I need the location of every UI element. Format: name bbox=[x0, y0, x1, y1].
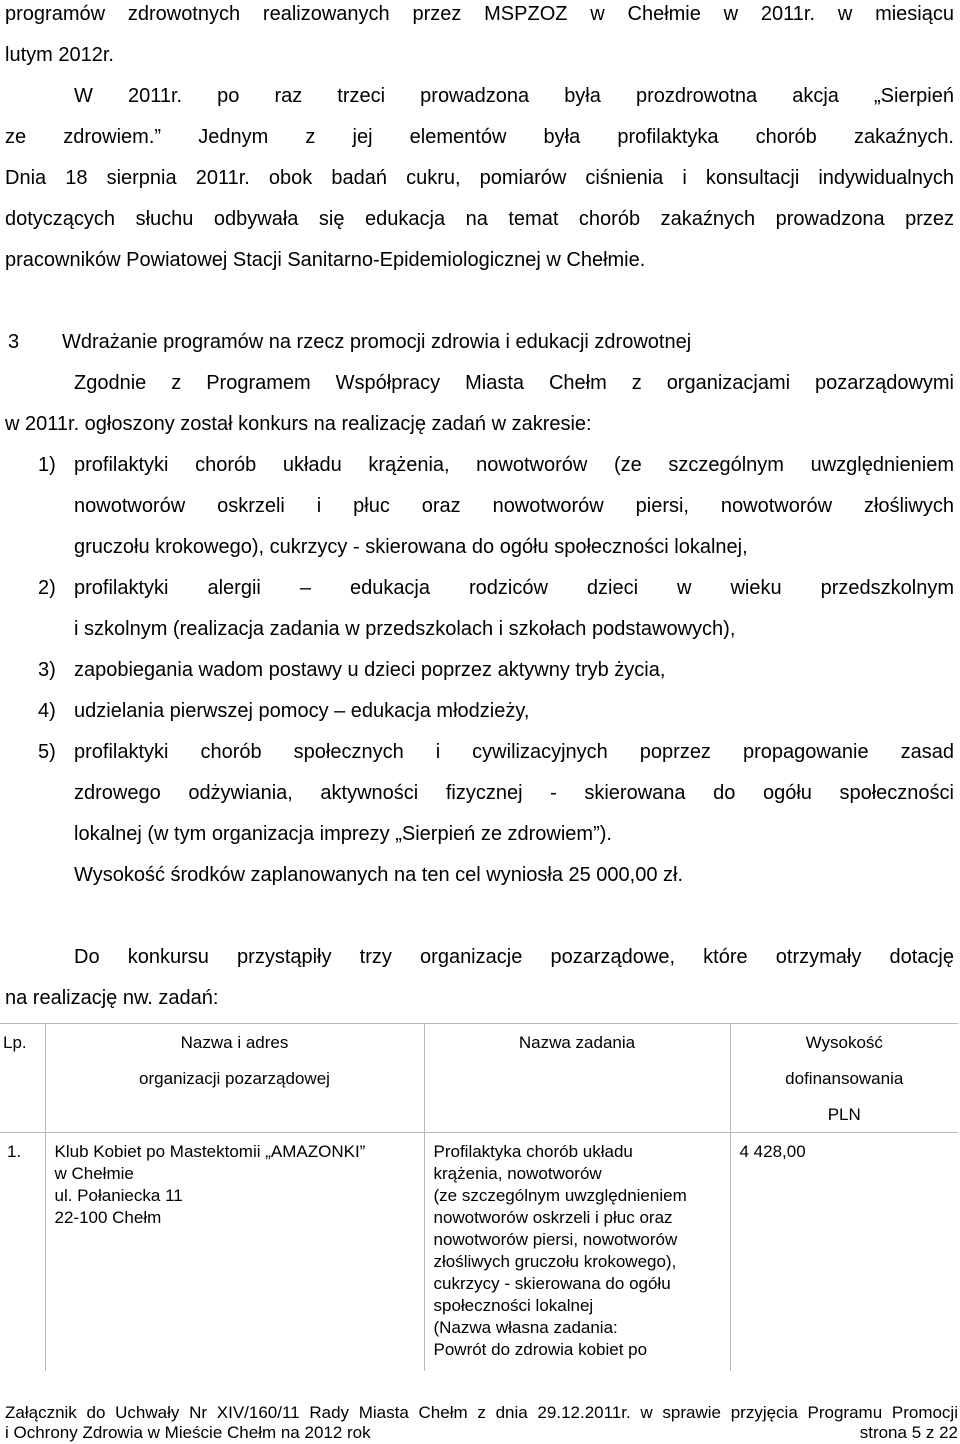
list-item-line: zapobiegania wadom postawy u dzieci poprzez aktywny tryb życia, bbox=[74, 659, 666, 681]
footer-line: Załącznik do Uchwały Nr XIV/160/11 Rady Miasta Chełm z dnia 29.12.2011r. w sprawie przyjęcia Programu Promocji bbox=[5, 1403, 958, 1422]
list-item-line: udzielania pierwszej pomocy – edukacja młodzieży, bbox=[74, 700, 530, 722]
cell-amount: 4 428,00 bbox=[730, 1133, 958, 1372]
paragraph-line: programów zdrowotnych realizowanych przez MSPZOZ w Chełmie w 2011r. w miesiącu bbox=[5, 3, 954, 25]
paragraph-line: lutym 2012r. bbox=[5, 44, 114, 66]
paragraph-line: Dnia 18 sierpnia 2011r. obok badań cukru, pomiarów ciśnienia i konsultacji indywidualnych bbox=[5, 167, 954, 189]
list-number: 5) bbox=[38, 741, 56, 763]
footer-document-title: i Ochrony Zdrowia w Mieście Chełm na 2012 rok bbox=[5, 1423, 371, 1442]
list-item-line: i szkolnym (realizacja zadania w przedszkolach i szkołach podstawowych), bbox=[74, 618, 736, 640]
list-number: 1) bbox=[38, 454, 56, 476]
list-number: 2) bbox=[38, 577, 56, 599]
paragraph-line: W 2011r. po raz trzeci prowadzona była prozdrowotna akcja „Sierpień bbox=[74, 85, 954, 107]
list-item-line: lokalnej (w tym organizacja imprezy „Sierpień ze zdrowiem”). bbox=[74, 823, 612, 845]
list-number: 4) bbox=[38, 700, 56, 722]
header-organization: Nazwa i adres organizacji pozarządowej bbox=[45, 1024, 424, 1133]
paragraph-line: pracowników Powiatowej Stacji Sanitarno-Epidemiologicznej w Chełmie. bbox=[5, 249, 646, 271]
header-lp: Lp. bbox=[0, 1024, 45, 1133]
list-item-line: zdrowego odżywiania, aktywności fizycznej - skierowana do ogółu społeczności bbox=[74, 782, 954, 804]
footer-line-2 bbox=[5, 1423, 958, 1443]
list-item-line: profilaktyki chorób społecznych i cywilizacyjnych poprzez propagowanie zasad bbox=[74, 741, 954, 763]
paragraph-line: Do konkursu przystąpiły trzy organizacje pozarządowe, które otrzymały dotację bbox=[74, 946, 954, 968]
list-item-line: profilaktyki alergii – edukacja rodziców dzieci w wieku przedszkolnym bbox=[74, 577, 954, 599]
grants-table bbox=[0, 1023, 958, 1371]
header-task: Nazwa zadania bbox=[424, 1024, 730, 1133]
section-number: 3 bbox=[8, 331, 20, 353]
cell-task: Profilaktyka chorób układu krążenia, nowotworów (ze szczególnym uwzględnieniem nowotworów oskrzeli i płuc oraz nowotworów piersi, nowotworów złośliwych gruczołu krokowego), cukrzycy - skierowana do ogółu społeczności lokalnej (Nazwa własna zadania: Powrót do zdrowia kobiet po bbox=[424, 1133, 730, 1372]
list-item-line: nowotworów oskrzeli i płuc oraz nowotworów piersi, nowotworów złośliwych bbox=[74, 495, 954, 517]
table-header-row bbox=[0, 1024, 958, 1133]
cell-organization: Klub Kobiet po Mastektomii „AMAZONKI” w Chełmie ul. Połaniecka 11 22-100 Chełm bbox=[45, 1133, 424, 1372]
list-item-line: profilaktyki chorób układu krążenia, nowotworów (ze szczególnym uwzględnieniem bbox=[74, 454, 954, 476]
page-footer bbox=[5, 1403, 958, 1443]
paragraph-line: ze zdrowiem.” Jednym z jej elementów była profilaktyka chorób zakaźnych. bbox=[5, 126, 954, 148]
list-number: 3) bbox=[38, 659, 56, 681]
paragraph-line: na realizację nw. zadań: bbox=[5, 987, 219, 1009]
section-title: Wdrażanie programów na rzecz promocji zdrowia i edukacji zdrowotnej bbox=[62, 331, 692, 353]
page-number: strona 5 z 22 bbox=[859, 1423, 958, 1442]
list-item-line: gruczołu krokowego), cukrzycy - skierowana do ogółu społeczności lokalnej, bbox=[74, 536, 748, 558]
paragraph-line: w 2011r. ogłoszony został konkurs na realizację zadań w zakresie: bbox=[5, 413, 592, 435]
paragraph-line: dotyczących słuchu odbywała się edukacja na temat chorób zakaźnych prowadzona przez bbox=[5, 208, 954, 230]
table-row bbox=[0, 1133, 958, 1372]
budget-line: Wysokość środków zaplanowanych na ten cel wyniosła 25 000,00 zł. bbox=[74, 864, 684, 886]
paragraph-line: Zgodnie z Programem Współpracy Miasta Chełm z organizacjami pozarządowymi bbox=[74, 372, 954, 394]
header-amount: Wysokość dofinansowania PLN bbox=[730, 1024, 958, 1133]
cell-lp: 1. bbox=[7, 1142, 22, 1161]
